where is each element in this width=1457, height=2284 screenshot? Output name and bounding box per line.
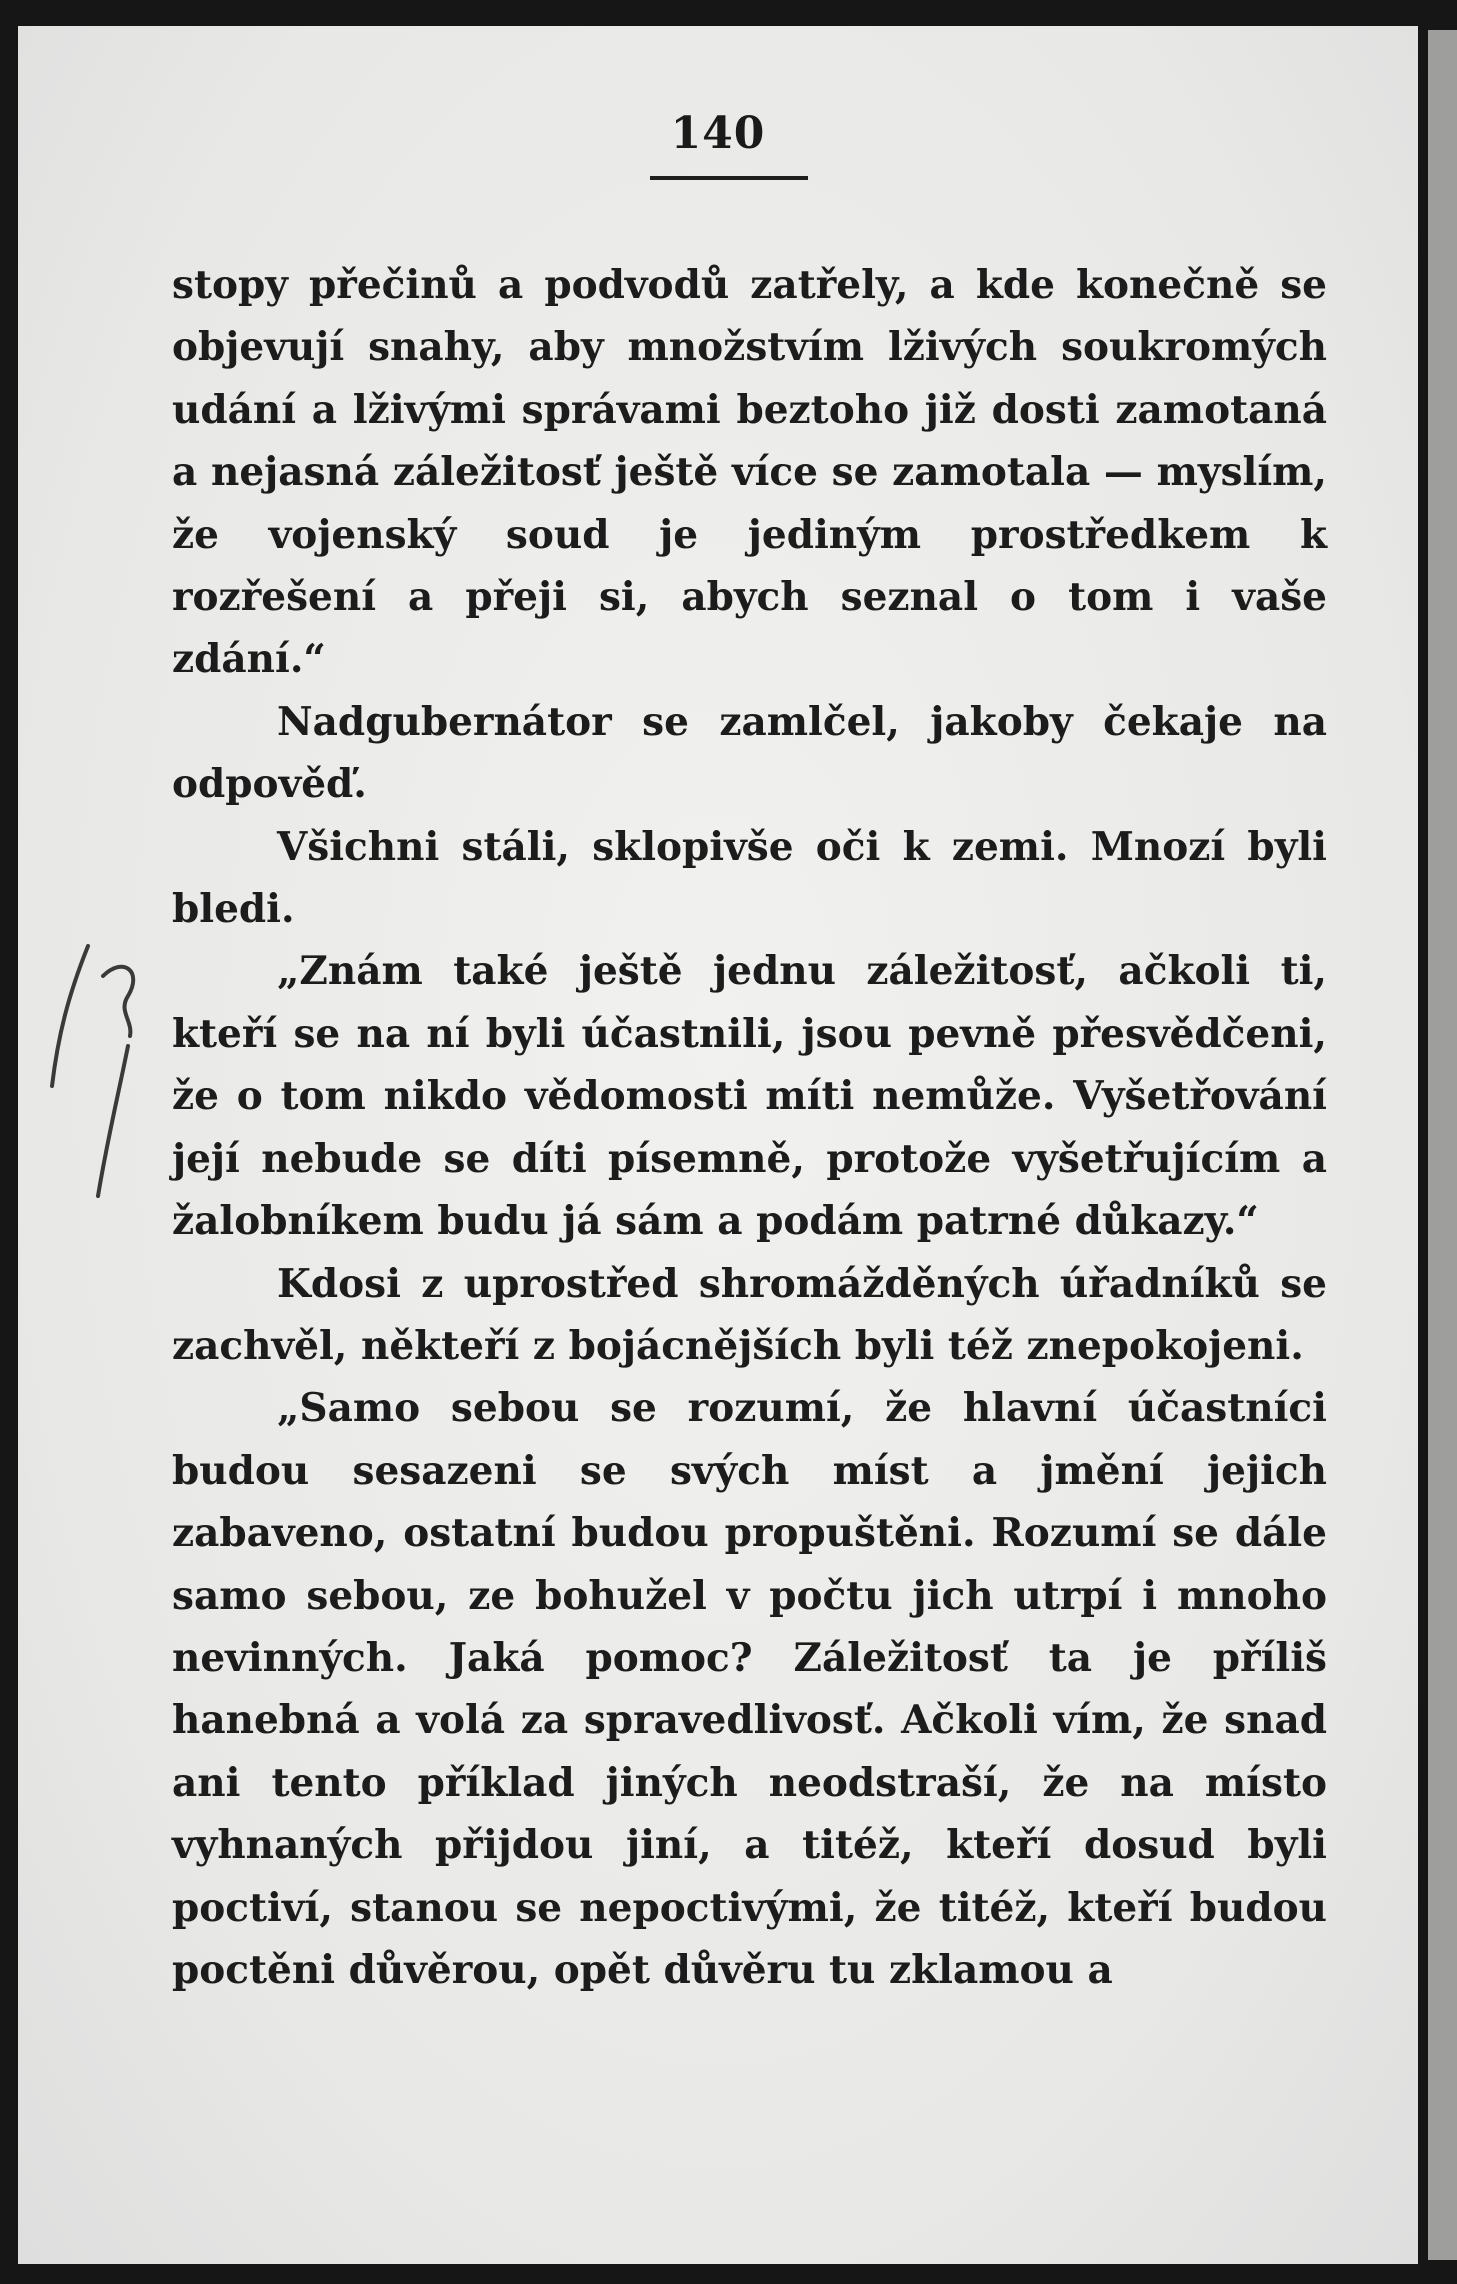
paragraph: „Znám také ještě jednu záležitosť, ačkoli ti, kteří se na ní byli účastnili, jsou pevně přesvědčeni, že o tom nikdo vědomosti míti nemůže. Vyšetřování její nebude se díti písemně, protože vyšetřujícím a žalobníkem budu já sám a podám patrné důkazy.“ <box>172 948 1327 1245</box>
paragraph: Kdosi z uprostřed shromážděných úřadníků se zachvěl, někteří z bojácnějších byli též znepokojeni. <box>172 1260 1327 1369</box>
paragraph: Nadgubernátor se zamlčel, jakoby čekaje na odpověď. <box>172 698 1327 808</box>
book-page <box>18 26 1418 2264</box>
body-text <box>172 254 1327 2001</box>
page-number-rule <box>650 176 808 180</box>
paragraph: „Samo sebou se rozumí, že hlavní účastníci budou sesazeni se svých míst a jmění jejich zabaveno, ostatní budou propuštěni. Rozumí se dále samo sebou, ze bohužel v počtu jich utrpí i mnoho nevinných. Jaká pomoc? Záležitosť ta je příliš hanebná a volá za spravedlivosť. Ačkoli vím, že snad ani tento příklad jiných neodstraší, že na místo vyhnaných přijdou jiní, a titéž, kteří dosud byli poctiví, stanou se nepoctivými, že titéž, kteří budou poctěni důvěrou, opět důvěru tu zklamou a <box>172 1385 1327 1993</box>
page-number: 140 <box>670 108 766 159</box>
paragraph: Všichni stáli, sklopivše oči k zemi. Mnozí byli bledi. <box>172 823 1327 933</box>
next-page-edge <box>1428 30 1457 2260</box>
pencil-margin-mark-icon <box>48 936 158 1236</box>
paragraph-continuation: stopy přečinů a podvodů zatřely, a kde konečně se objevují snahy, aby množstvím lživých soukromých udání a lživými správami beztoho již dosti zamotaná a nejasná záležitosť ještě více se zamotala — myslím, že vojenský soud je jediným prostředkem k rozřešení a přeji si, abych seznal o tom i vaše zdání.“ <box>172 262 1327 683</box>
